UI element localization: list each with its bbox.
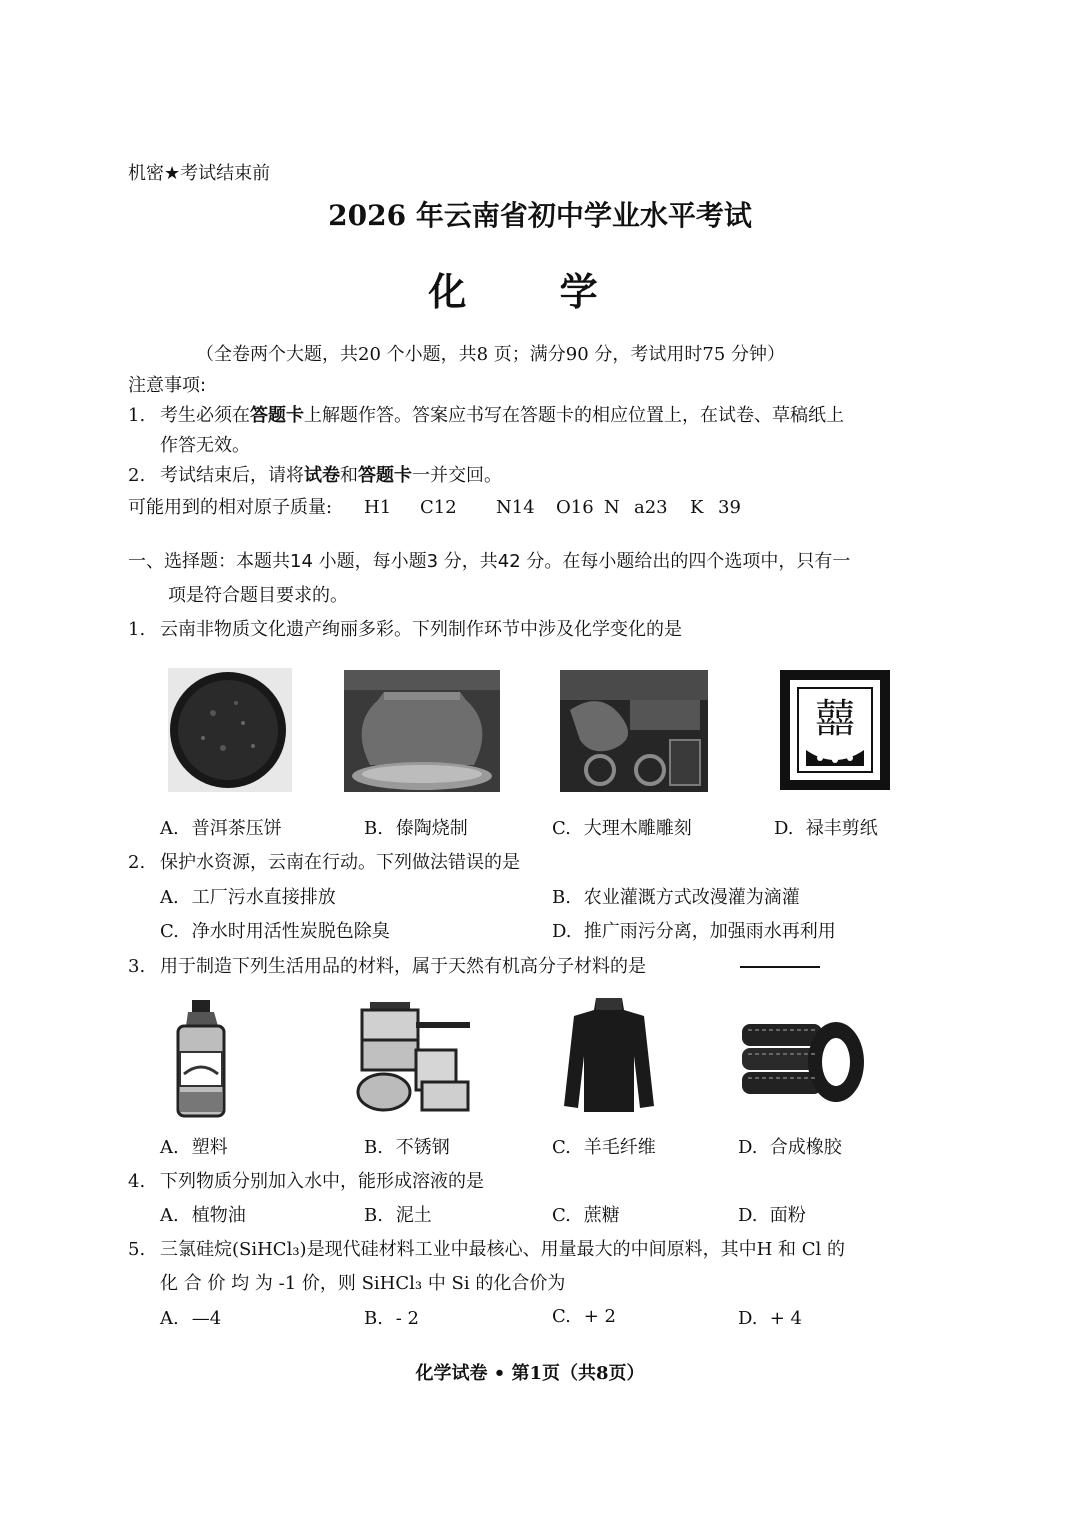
q2-text: 保护水资源，云南在行动。下列做法错误的是 bbox=[160, 852, 520, 873]
q1-option-d bbox=[774, 815, 878, 843]
q5-option-b-text: - 2 bbox=[395, 1308, 419, 1329]
q3-option-d-letter: D. bbox=[738, 1137, 758, 1158]
notice-item-2 bbox=[128, 462, 502, 490]
q4-option-c-letter: C. bbox=[552, 1205, 571, 1226]
section1-line1: 一、选择题：本题共14 小题，每小题3 分，共42 分。在每小题给出的四个选项中，只有一 bbox=[128, 551, 851, 572]
atomic-na-1: N bbox=[604, 497, 620, 518]
q5-option-d-letter: D. bbox=[738, 1308, 758, 1329]
q2-option-b-letter: B. bbox=[552, 887, 571, 908]
q1-stem bbox=[128, 616, 682, 644]
q5-option-a-text: —4 bbox=[191, 1308, 222, 1329]
q1-option-b bbox=[364, 815, 468, 843]
subject-title: 化 学 bbox=[428, 269, 638, 314]
q5-text-line1: 三氯硅烷(SiHCl₃)是现代硅材料工业中最核心、用量最大的中间原料，其中H 和 Cl 的 bbox=[160, 1239, 845, 1260]
atomic-c: C12 bbox=[420, 497, 457, 518]
atomic-n: N14 bbox=[496, 497, 535, 518]
notice-item-1-cont: 作答无效。 bbox=[160, 435, 250, 456]
q1-option-b-letter: B. bbox=[364, 818, 383, 839]
notice-heading: 注意事项: bbox=[128, 375, 207, 396]
q2-option-d-text: 推广雨污分离，加强雨水再利用 bbox=[583, 921, 836, 942]
notice-item-1-num: 1. bbox=[128, 405, 146, 426]
atomic-na-2: a23 bbox=[634, 497, 668, 518]
q4-option-d bbox=[738, 1202, 806, 1230]
notice-item-1-text-a: 考生必须在 bbox=[160, 405, 250, 426]
pottery-image bbox=[344, 670, 500, 792]
q3-option-b-text: 不锈钢 bbox=[395, 1137, 450, 1158]
q5-option-b-letter: B. bbox=[364, 1308, 383, 1329]
q4-option-a-text: 植物油 bbox=[191, 1205, 246, 1226]
q1-option-a-text: 普洱茶压饼 bbox=[191, 818, 282, 839]
q1-option-c-text: 大理木雕雕刻 bbox=[583, 818, 692, 839]
paper-cut-image bbox=[780, 670, 890, 790]
q1-option-a-letter: A. bbox=[160, 818, 179, 839]
notice-item-1-text-c: 上解题作答。答案应书写在答题卡的相应位置上，在试卷、草稿纸上 bbox=[304, 405, 844, 426]
q2-option-b-text: 农业灌溉方式改漫灌为滴灌 bbox=[583, 887, 800, 908]
atomic-o: O16 bbox=[556, 497, 594, 518]
q1-option-c bbox=[552, 815, 692, 843]
svg-text:囍: 囍 bbox=[815, 696, 855, 742]
notice-item-1 bbox=[128, 402, 844, 430]
q4-option-b bbox=[364, 1202, 432, 1230]
q3-num: 3. bbox=[128, 956, 146, 977]
q4-num: 4. bbox=[128, 1171, 146, 1192]
atomic-mass-line bbox=[128, 494, 332, 522]
notice-item-1-answer-card: 答题卡 bbox=[250, 405, 304, 426]
q2-option-c-letter: C. bbox=[160, 921, 179, 942]
q4-option-a bbox=[160, 1202, 246, 1230]
q3-option-d bbox=[738, 1134, 842, 1162]
q2-stem bbox=[128, 849, 520, 877]
q5-option-c-letter: C. bbox=[552, 1306, 571, 1327]
q4-option-b-letter: B. bbox=[364, 1205, 383, 1226]
q3-answer-blank bbox=[740, 966, 820, 968]
stainless-pots-image bbox=[356, 998, 474, 1114]
q5-option-b bbox=[364, 1305, 419, 1333]
q2-option-a-text: 工厂污水直接排放 bbox=[191, 887, 336, 908]
q3-option-a-letter: A. bbox=[160, 1137, 179, 1158]
q1-option-b-text: 傣陶烧制 bbox=[395, 818, 468, 839]
q4-option-b-text: 泥土 bbox=[395, 1205, 432, 1226]
exam-info: （全卷两个大题，共20 个小题，共8 页；满分90 分，考试用时75 分钟） bbox=[196, 344, 786, 365]
wool-sweater-image bbox=[562, 996, 656, 1114]
q5-option-a-letter: A. bbox=[160, 1308, 179, 1329]
q2-option-d bbox=[552, 918, 836, 946]
atomic-k-1: K bbox=[690, 497, 704, 518]
q3-option-b bbox=[364, 1134, 450, 1162]
q4-option-c-text: 蔗糖 bbox=[583, 1205, 620, 1226]
q1-option-d-letter: D. bbox=[774, 818, 794, 839]
q5-num: 5. bbox=[128, 1239, 146, 1260]
atomic-h: H1 bbox=[364, 497, 392, 518]
q2-option-b bbox=[552, 884, 800, 912]
q3-option-a-text: 塑料 bbox=[191, 1137, 228, 1158]
q2-option-a-letter: A. bbox=[160, 887, 179, 908]
q5-option-a bbox=[160, 1305, 221, 1333]
q3-option-c-text: 羊毛纤维 bbox=[583, 1137, 656, 1158]
q5-option-c-text: + 2 bbox=[583, 1306, 616, 1327]
q1-num: 1. bbox=[128, 619, 146, 640]
q1-option-d-text: 禄丰剪纸 bbox=[805, 818, 878, 839]
q4-option-c bbox=[552, 1202, 620, 1230]
q1-option-c-letter: C. bbox=[552, 818, 571, 839]
q5-option-c bbox=[552, 1303, 616, 1331]
q3-text: 用于制造下列生活用品的材料，属于天然有机高分子材料的是 bbox=[160, 956, 646, 977]
q1-text: 云南非物质文化遗产绚丽多彩。下列制作环节中涉及化学变化的是 bbox=[160, 619, 682, 640]
notice-item-2-text-e: 一并交回。 bbox=[412, 465, 502, 486]
q5-option-d-text: + 4 bbox=[769, 1308, 802, 1329]
q2-num: 2. bbox=[128, 852, 146, 873]
q2-option-c-text: 净水时用活性炭脱色除臭 bbox=[191, 921, 390, 942]
plastic-bottle-image bbox=[172, 1000, 230, 1118]
notice-item-2-text-a: 考试结束后，请将 bbox=[160, 465, 304, 486]
q3-stem bbox=[128, 953, 646, 981]
q2-option-a bbox=[160, 884, 336, 912]
tea-cake-image bbox=[168, 668, 292, 792]
q3-option-d-text: 合成橡胶 bbox=[769, 1137, 842, 1158]
q4-stem bbox=[128, 1168, 484, 1196]
q3-option-a bbox=[160, 1134, 228, 1162]
q4-text: 下列物质分别加入水中，能形成溶液的是 bbox=[160, 1171, 484, 1192]
q3-option-c-letter: C. bbox=[552, 1137, 571, 1158]
secret-label: 机密★考试结束前 bbox=[128, 163, 271, 184]
q5-stem bbox=[128, 1236, 845, 1264]
q2-option-d-letter: D. bbox=[552, 921, 572, 942]
q3-option-b-letter: B. bbox=[364, 1137, 383, 1158]
q5-option-d bbox=[738, 1305, 802, 1333]
q4-option-d-letter: D. bbox=[738, 1205, 758, 1226]
q4-option-d-text: 面粉 bbox=[769, 1205, 806, 1226]
notice-item-2-num: 2. bbox=[128, 465, 146, 486]
atomic-k-2: 39 bbox=[718, 497, 741, 518]
section1-line2: 项是符合题目要求的。 bbox=[168, 585, 348, 606]
exam-title: 2026 年云南省初中学业水平考试 bbox=[328, 199, 752, 232]
notice-item-2-text-c: 和 bbox=[340, 465, 358, 486]
notice-item-2-paper: 试卷 bbox=[304, 465, 340, 486]
atomic-mass-label: 可能用到的相对原子质量: bbox=[128, 497, 333, 518]
q1-option-a bbox=[160, 815, 282, 843]
notice-item-2-answer-card: 答题卡 bbox=[358, 465, 412, 486]
q2-option-c bbox=[160, 918, 390, 946]
q3-option-c bbox=[552, 1134, 656, 1162]
page-footer: 化学试卷 • 第1页（共8页） bbox=[415, 1363, 645, 1384]
wood-carving-image bbox=[560, 670, 708, 792]
rubber-tires-image bbox=[738, 1016, 868, 1106]
q4-option-a-letter: A. bbox=[160, 1205, 179, 1226]
q5-text-line2: 化 合 价 均 为 -1 价，则 SiHCl₃ 中 Si 的化合价为 bbox=[160, 1273, 566, 1294]
